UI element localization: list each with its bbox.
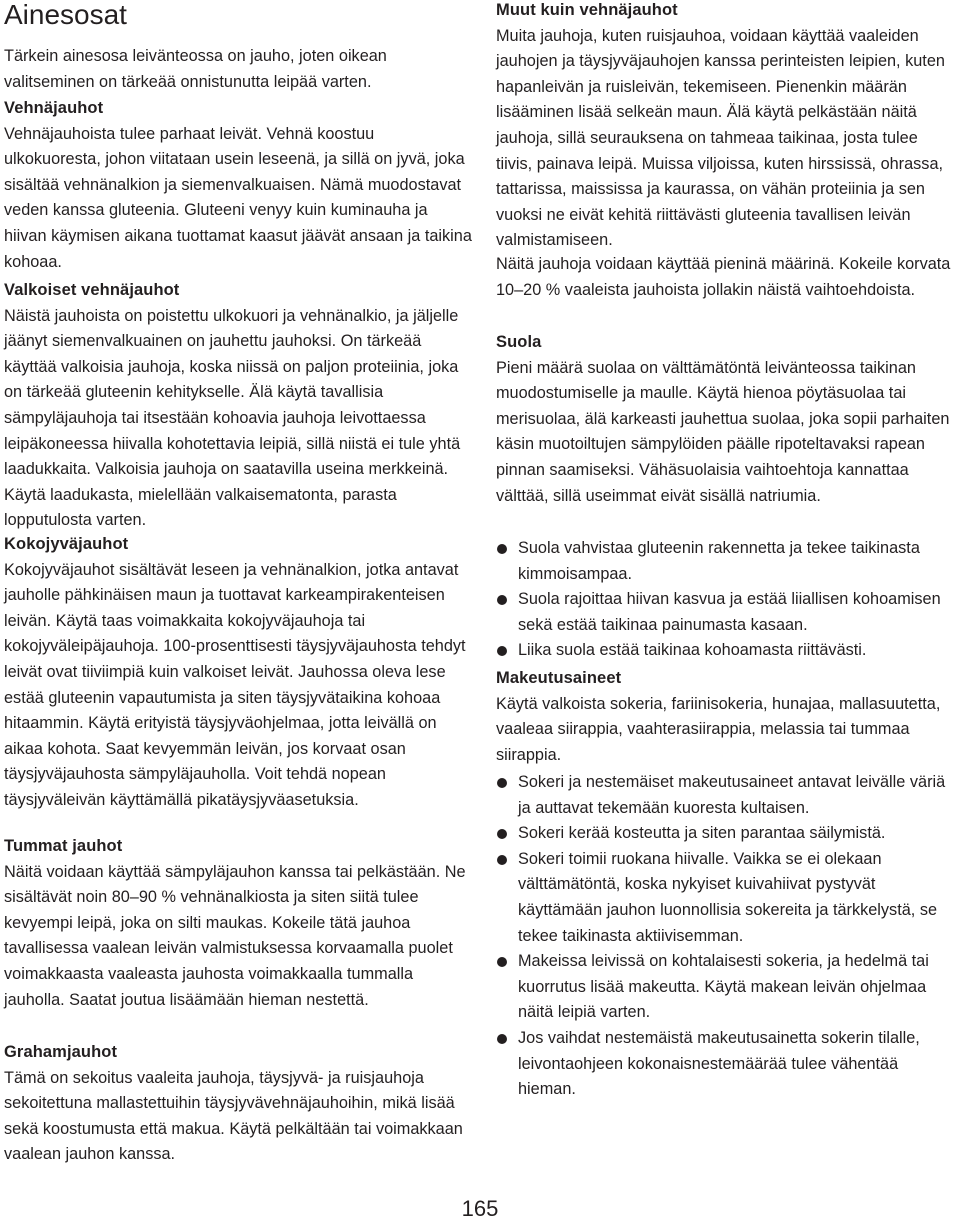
page-title: Ainesosat <box>4 0 127 30</box>
section-heading: Valkoiset vehnäjauhot <box>4 281 180 299</box>
list-item: Sokeri toimii ruokana hiivalle. Vaikka se ei olekaan välttämätöntä, koska nykyiset kuivahiivat pystyvät käyttämään jauhon luonnollisia sokereita ja tärkkelystä, se tekee taikinasta aktiivisemman. <box>496 847 958 949</box>
section-makeutusaineet <box>496 666 958 768</box>
bullet-icon <box>497 1034 507 1044</box>
section-text-followup: Näitä jauhoja voidaan käyttää pieninä määrinä. Kokeile korvata 10–20 % vaaleista jauhoista jollakin näistä vaihtoehdoista. <box>496 255 951 299</box>
list-item: Sokeri kerää kosteutta ja siten parantaa säilymistä. <box>496 821 958 847</box>
list-item: Sokeri ja nestemäiset makeutusaineet antavat leivälle väriä ja auttavat tekemään kuoresta kultaisen. <box>496 770 958 821</box>
intro-paragraph: Tärkein ainesosa leivänteossa on jauho, joten oikean valitseminen on tärkeää onnistunutta leipää varten. <box>4 47 387 91</box>
bullet-icon <box>497 595 507 605</box>
section-text: Näitä voidaan käyttää sämpyläjauhon kanssa tai pelkästään. Ne sisältävät noin 80–90 % vehnänalkiosta ja siten siitä tulee kevyempi leipä, joka on silti maukas. Kokeile tätä jauhoa tavallisessa vaalean leivän valmistuksessa korvaamalla puolet voimakkaasta vaaleasta jauhosta voimakkaalla tummalla jauholla. Saatat joutua lisäämään hieman nestettä. <box>4 862 466 1009</box>
bullet-icon <box>497 646 507 656</box>
section-heading: Tummat jauhot <box>4 837 123 855</box>
list-item: Liika suola estää taikinaa kohoamasta riittävästi. <box>496 638 958 664</box>
section-tummat-jauhot <box>4 834 472 1013</box>
section-text: Tämä on sekoitus vaaleita jauhoja, täysjyvä- ja ruisjauhoja sekoitettuna mallastettuihin täysjyvävehnäjauhoihin, mikä lisää sekä koostumusta että makua. Käytä pelkältään tai voimakkaan vaalean jauhon kanssa. <box>4 1068 463 1164</box>
section-muut-kuin-vehnajauhot <box>496 0 958 254</box>
bullet-icon <box>497 544 507 554</box>
section-text: Pieni määrä suolaa on välttämätöntä leivänteossa taikinan muodostumiselle ja maulle. Käytä hienoa pöytäsuolaa tai merisuolaa, älä karkeasti jauhettua suolaa, joka sopii parhaiten käsin muotoiltujen sämpylöiden päälle ripoteltavaksi rapean pinnan saamiseksi. Vähäsuolaisia vaihtoehtoja kannattaa välttää, sillä useimmat eivät sisällä natriumia. <box>496 358 950 505</box>
section-text: Kokojyväjauhot sisältävät leseen ja vehnänalkion, jotka antavat jauholle pähkinäisen maun ja tuottavat karkeampirakenteisen leivän. Käytä taas voimakkaita kokojyväjauhoja tai kokojyväleipäjauhoja. 100-prosenttisesti täysjyväjauhosta tehdyt leivät ovat tiiviimpiä kuin valkoiset leivät. Jauhossa oleva lese estää gluteenin vapautumista ja siten täysjyvätaikina kohoaa hitaammin. Käytä erityistä täysjyväohjelmaa, jotta leivällä on aikaa kohota. Saat kevyemmän leivän, jos korvaat osan täysjyväjauhosta sämpyläjauholla. Voit tehdä nopean täysjyväleivän käyttämällä pikatäysjyväasetuksia. <box>4 560 466 809</box>
section-kokojyvajauhot <box>4 532 472 814</box>
section-heading: Suola <box>496 333 542 351</box>
section-heading: Makeutusaineet <box>496 669 622 687</box>
bullet-icon <box>497 778 507 788</box>
section-text: Vehnäjauhoista tulee parhaat leivät. Vehnä koostuu ulkokuoresta, johon viitataan usein leseenä, ja sillä on jyvä, joka sisältää vehnänalkion ja siemenvalkuaisen. Nämä muodostavat veden kanssa gluteenia. Gluteeni venyy kuin kuminauha ja hiivan käymisen aikana tuottamat kaasut jäävät ansaan ja taikina kohoaa. <box>4 124 472 271</box>
list-item: Suola rajoittaa hiivan kasvua ja estää liiallisen kohoamisen sekä estää taikinaa painumasta kasaan. <box>496 587 958 638</box>
section-grahamjauhot <box>4 1040 472 1168</box>
section-text: Käytä valkoista sokeria, fariinisokeria, hunajaa, mallasuutetta, vaaleaa siirappia, vaahterasiirappia, melassia tai tummaa siirappia. <box>496 694 941 764</box>
section-heading: Kokojyväjauhot <box>4 535 129 553</box>
section-suola <box>496 330 958 509</box>
bullet-icon <box>497 829 507 839</box>
bullet-icon <box>497 855 507 865</box>
list-item: Jos vaihdat nestemäistä makeutusainetta sokerin tilalle, leivontaohjeen kokonaisnestemäärää tulee vähentää hieman. <box>496 1026 958 1103</box>
makeutus-bullet-list <box>496 770 958 1103</box>
bullet-icon <box>497 957 507 967</box>
section-heading: Vehnäjauhot <box>4 99 104 117</box>
section-vehnajauhot <box>4 96 472 275</box>
section-text: Näistä jauhoista on poistettu ulkokuori ja vehnänalkio, ja jäljelle jäänyt siemenvalkuainen on jauhettu jauhoksi. On tärkeää käyttää valkoisia jauhoja, koska niissä on paljon proteiinia, joka on tärkeää gluteenin kehitykselle. Älä käytä tavallisia sämpyläjauhoja tai itsestään kohoavia jauhoja leivottaessa leipäkoneessa hiivalla kohotettavia leipiä, sillä niistä ei tule yhtä laadukkaita. Valkoisia jauhoja on saatavilla useina merkkeinä. Käytä laadukasta, mielellään valkaisematonta, parasta lopputulosta varten. <box>4 306 461 530</box>
list-item: Makeissa leivissä on kohtalaisesti sokeria, ja hedelmä tai kuorrutus lisää makeutta. Käytä makean leivän ohjelmaa näitä leipiä varten. <box>496 949 958 1026</box>
section-valkoiset-vehnajauhot <box>4 278 472 534</box>
page-number: 165 <box>461 1196 499 1221</box>
list-item: Suola vahvistaa gluteenin rakennetta ja tekee taikinasta kimmoisampaa. <box>496 536 958 587</box>
section-heading: Grahamjauhot <box>4 1043 118 1061</box>
section-heading: Muut kuin vehnäjauhot <box>496 1 678 19</box>
suola-bullet-list <box>496 536 958 664</box>
section-text: Muita jauhoja, kuten ruisjauhoa, voidaan käyttää vaaleiden jauhojen ja täysjyväjauhojen kanssa perinteisten leipien, kuten hapanleivän ja ruisleivän, tekemiseen. Pienenkin määrän lisääminen lisää selkeän maun. Älä käytä pelkästään näitä jauhoja, sillä seurauksena on tahmeaa taikinaa, josta tulee tiivis, painava leipä. Muissa viljoissa, kuten hirssissä, ohrassa, tattarissa, maississa ja kaurassa, on vähän proteiinia ja sen vuoksi ne eivät kehitä riittävästi gluteenia tavallisen leivän valmistamiseen. <box>496 26 945 250</box>
